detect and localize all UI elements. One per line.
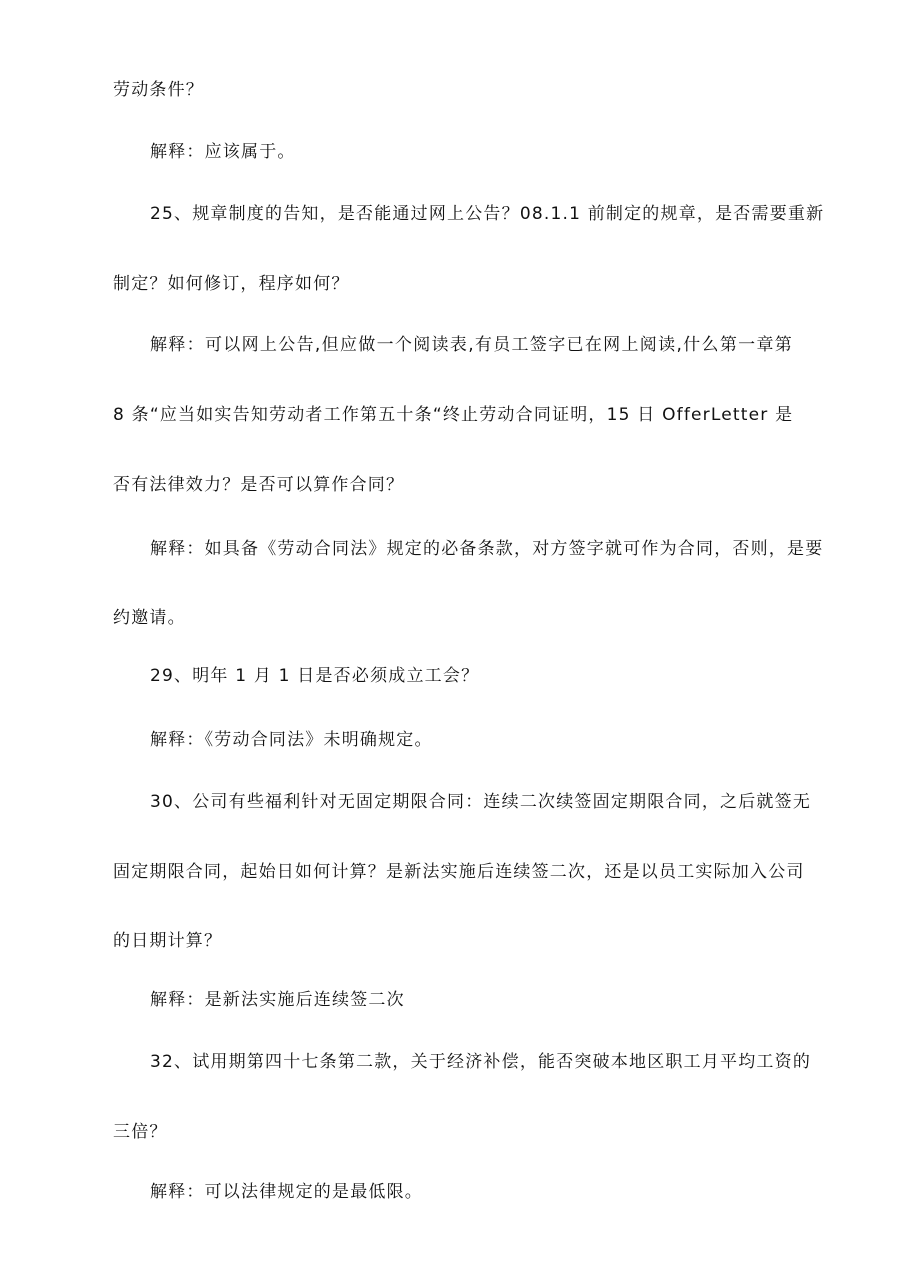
answer-line: 解释：如具备《劳动合同法》规定的必备条款，对方签字就可作为合同，否则，是要 [150,539,824,559]
text-line: 劳动条件？ [113,80,204,100]
question-line: 30、公司有些福利针对无固定期限合同：连续二次续签固定期限合同，之后就签无 [150,792,812,812]
question-line: 32、试用期第四十七条第二款，关于经济补偿，能否突破本地区职工月平均工资的 [150,1052,812,1072]
answer-line: 解释：可以网上公告,但应做一个阅读表,有员工签字已在网上阅读,什么第一章第 [150,335,793,355]
question-line: 25、规章制度的告知，是否能通过网上公告？08.1.1 前制定的规章，是否需要重新 [150,204,825,224]
text-line: 否有法律效力？是否可以算作合同？ [113,475,405,495]
answer-line: 解释：是新法实施后连续签二次 [150,990,405,1010]
text-line: 约邀请。 [113,608,186,628]
text-line: 的日期计算？ [113,931,223,951]
text-line: 制定？如何修订，程序如何？ [113,274,350,294]
answer-line: 解释：应该属于。 [150,142,296,162]
answer-line: 解释：《劳动合同法》未明确规定。 [150,730,433,750]
text-line: 三倍？ [113,1122,168,1142]
text-line: 8 条“应当如实告知劳动者工作第五十条“终止劳动合同证明，15 日 OfferLetter 是 [113,405,794,425]
answer-line: 解释：可以法律规定的是最低限。 [150,1182,423,1202]
text-line: 固定期限合同，起始日如何计算？是新法实施后连续签二次，还是以员工实际加入公司 [113,862,805,882]
question-line: 29、明年 1 月 1 日是否必须成立工会？ [150,666,480,686]
